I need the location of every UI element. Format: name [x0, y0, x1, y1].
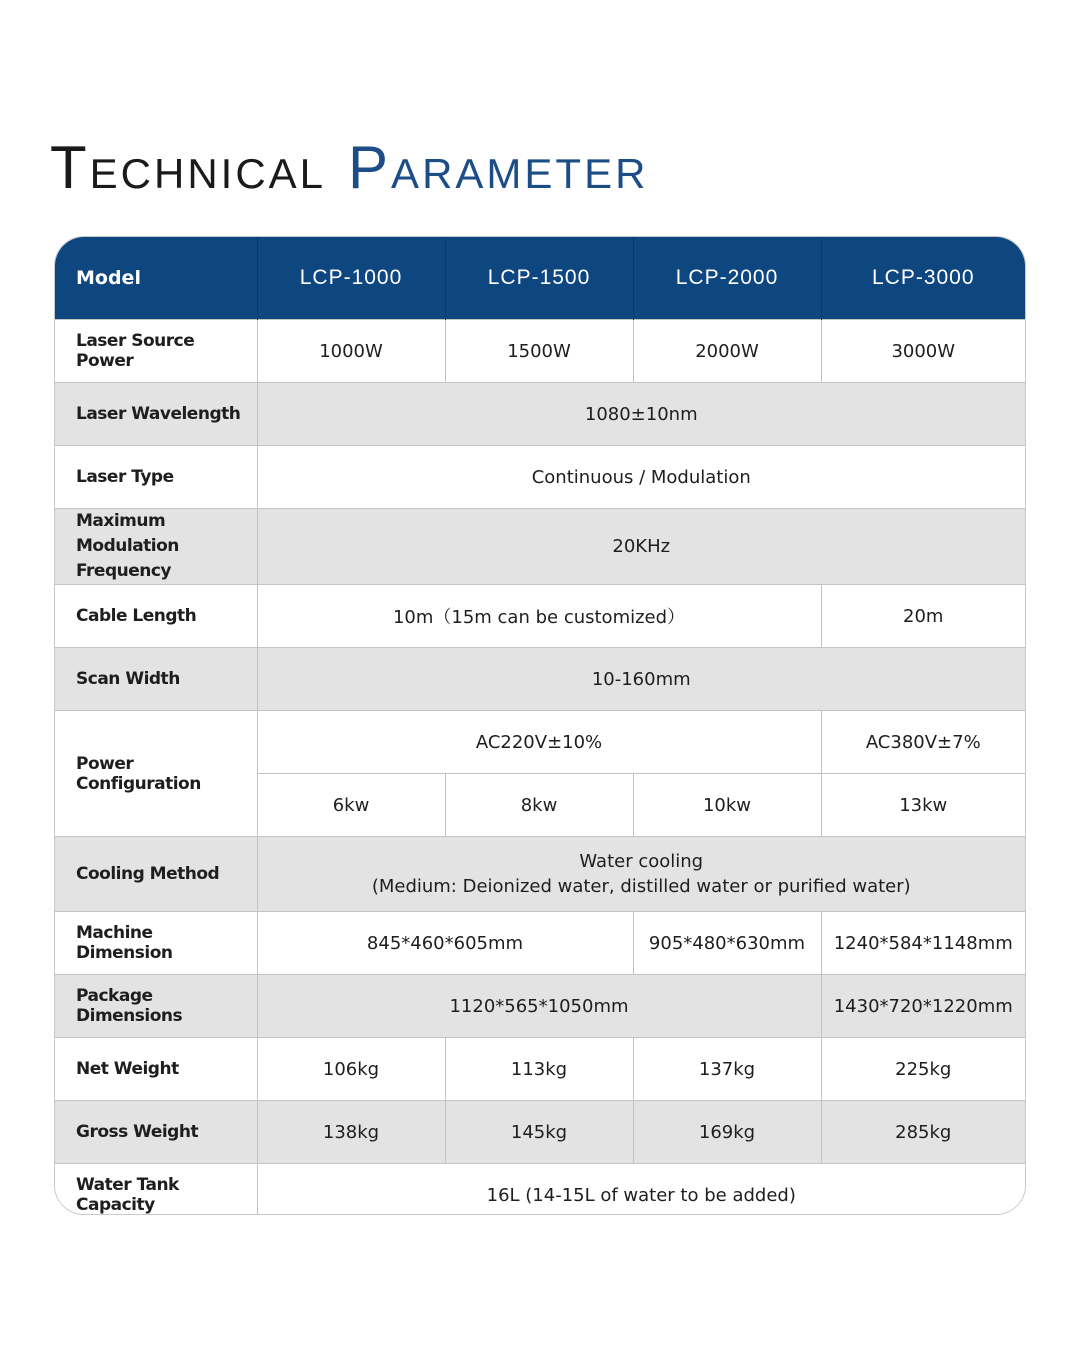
cell-value: 16L (14-15L of water to be added) [257, 1164, 1025, 1216]
page-title [50, 134, 649, 201]
cell-value: 169kg [633, 1101, 821, 1164]
header-model-lcp-1500: LCP-1500 [445, 237, 633, 320]
table-row-scan-width [55, 648, 1025, 711]
row-label: Net Weight [55, 1038, 257, 1101]
row-label: Cable Length [55, 585, 257, 648]
header-model-lcp-1000: LCP-1000 [257, 237, 445, 320]
spec-table-container [54, 236, 1026, 1215]
cell-value: 113kg [445, 1038, 633, 1101]
cell-value: 13kw [821, 774, 1025, 837]
table-row-cable-length [55, 585, 1025, 648]
row-label: Laser Source Power [55, 320, 257, 383]
table-row-power-configuration [55, 711, 1025, 774]
table-row-package-dimensions [55, 975, 1025, 1038]
cell-value: 1120*565*1050mm [257, 975, 821, 1038]
row-label: Laser Type [55, 446, 257, 509]
cell-value: 1240*584*1148mm [821, 912, 1025, 975]
cell-value: 10kw [633, 774, 821, 837]
table-row-gross-weight [55, 1101, 1025, 1164]
title-word-technical: Technical [50, 134, 327, 201]
row-label-line1: Maximum Modulation [76, 511, 179, 556]
cell-value: 1430*720*1220mm [821, 975, 1025, 1038]
cell-value: AC220V±10% [257, 711, 821, 774]
cell-value: 20KHz [257, 509, 1025, 585]
cell-value: AC380V±7% [821, 711, 1025, 774]
cell-value: 1000W [257, 320, 445, 383]
header-model-lcp-2000: LCP-2000 [633, 237, 821, 320]
cell-value: 8kw [445, 774, 633, 837]
cell-value: 3000W [821, 320, 1025, 383]
table-row-net-weight [55, 1038, 1025, 1101]
row-label: Gross Weight [55, 1101, 257, 1164]
cell-value: Continuous / Modulation [257, 446, 1025, 509]
title-word-parameter: Parameter [348, 134, 649, 201]
table-row-laser-wavelength [55, 383, 1025, 446]
cell-value: 10m（15m can be customized） [257, 585, 821, 648]
table-row-machine-dimension [55, 912, 1025, 975]
header-model-lcp-3000: LCP-3000 [821, 237, 1025, 320]
cell-value: 106kg [257, 1038, 445, 1101]
cell-value: 20m [821, 585, 1025, 648]
spec-table [55, 237, 1025, 1215]
cell-value [257, 837, 1025, 912]
cell-value: 2000W [633, 320, 821, 383]
row-label: Scan Width [55, 648, 257, 711]
cell-value: 6kw [257, 774, 445, 837]
cell-value: 145kg [445, 1101, 633, 1164]
table-row-cooling-method [55, 837, 1025, 912]
table-row-max-modulation-frequency [55, 509, 1025, 585]
table-row-water-tank-capacity [55, 1164, 1025, 1216]
row-label: Cooling Method [55, 837, 257, 912]
cell-value: 845*460*605mm [257, 912, 633, 975]
cell-value: 1080±10nm [257, 383, 1025, 446]
table-row-laser-source-power [55, 320, 1025, 383]
cell-value: 285kg [821, 1101, 1025, 1164]
cell-value: 225kg [821, 1038, 1025, 1101]
row-label: Water Tank Capacity [55, 1164, 257, 1216]
row-label [55, 509, 257, 585]
row-label: Package Dimensions [55, 975, 257, 1038]
row-label: Machine Dimension [55, 912, 257, 975]
cooling-line2: (Medium: Deionized water, distilled water or purified water) [371, 876, 911, 897]
row-label: Laser Wavelength [55, 383, 257, 446]
header-model-label: Model [55, 237, 257, 320]
cell-value: 1500W [445, 320, 633, 383]
cooling-line1: Water cooling [579, 851, 704, 872]
cell-value: 10-160mm [257, 648, 1025, 711]
row-label: Power Configuration [55, 711, 257, 837]
cell-value: 137kg [633, 1038, 821, 1101]
row-label-line2: Frequency [76, 561, 172, 581]
cell-value: 905*480*630mm [633, 912, 821, 975]
table-header-row [55, 237, 1025, 320]
cell-value: 138kg [257, 1101, 445, 1164]
table-row-laser-type [55, 446, 1025, 509]
